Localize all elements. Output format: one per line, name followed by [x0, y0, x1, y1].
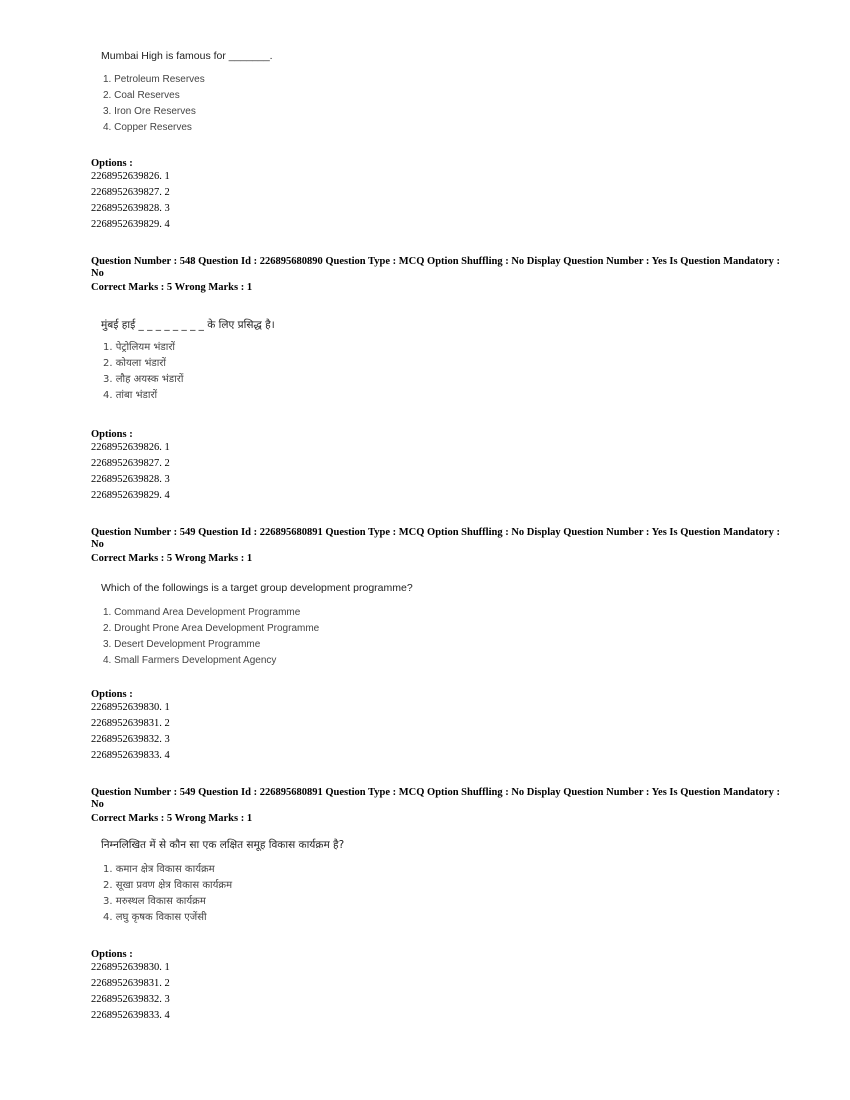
answer-choices [103, 340, 791, 404]
question-text: Mumbai High is famous for _______. [101, 50, 273, 62]
answer-choice: 2. कोयला भंडारों [103, 358, 166, 369]
answer-choice: 4. तांबा भंडारों [103, 390, 158, 401]
question-block-hindi-mumbai-high [91, 318, 791, 404]
option-id: 2268952639826. 1 [91, 171, 170, 182]
options-block [91, 949, 791, 1024]
options-block [91, 429, 791, 504]
options-list [91, 960, 791, 1024]
option-id: 2268952639826. 1 [91, 442, 170, 453]
option-id: 2268952639830. 1 [91, 962, 170, 973]
answer-choice: 1. Command Area Development Programme [103, 607, 301, 618]
answer-choice: 4. Small Farmers Development Agency [103, 655, 277, 666]
option-id: 2268952639828. 3 [91, 203, 170, 214]
answer-choice: 4. Copper Reserves [103, 122, 192, 133]
option-id: 2268952639827. 2 [91, 458, 170, 469]
answer-choice: 2. Coal Reserves [103, 90, 180, 101]
option-id: 2268952639828. 3 [91, 474, 170, 485]
options-heading: Options : [91, 949, 133, 960]
question-text: मुंबई हाई _ _ _ _ _ _ _ _ के लिए प्रसिद्ध है। [101, 319, 275, 331]
options-heading: Options : [91, 158, 133, 169]
options-block [91, 689, 791, 764]
question-header [91, 527, 791, 565]
question-block-hindi-target-group [91, 838, 791, 926]
answer-choice: 1. Petroleum Reserves [103, 74, 205, 85]
question-text: निम्नलिखित में से कौन सा एक लक्षित समूह विकास कार्यक्रम है? [101, 839, 345, 851]
question-block-english-mumbai-high [91, 50, 791, 136]
question-block-english-target-group [91, 582, 791, 669]
question-header [91, 256, 791, 294]
options-heading: Options : [91, 689, 133, 700]
question-marks: Correct Marks : 5 Wrong Marks : 1 [91, 553, 253, 564]
option-id: 2268952639831. 2 [91, 978, 170, 989]
question-header [91, 787, 791, 825]
answer-choice: 3. मरुस्थल विकास कार्यक्रम [103, 896, 206, 907]
options-list [91, 440, 791, 504]
option-id: 2268952639829. 4 [91, 490, 170, 501]
option-id: 2268952639833. 4 [91, 1010, 170, 1021]
question-meta: Question Number : 549 Question Id : 226895680891 Question Type : MCQ Option Shuffling : No Display Question Number : Yes Is Question Mandatory : No [91, 787, 780, 810]
answer-choice: 2. सूखा प्रवण क्षेत्र विकास कार्यक्रम [103, 880, 233, 891]
answer-choice: 1. कमान क्षेत्र विकास कार्यक्रम [103, 864, 215, 875]
option-id: 2268952639832. 3 [91, 994, 170, 1005]
answer-choice: 4. लघु कृषक विकास एजेंसी [103, 912, 207, 923]
answer-choices [103, 862, 791, 926]
question-marks: Correct Marks : 5 Wrong Marks : 1 [91, 813, 253, 824]
option-id: 2268952639830. 1 [91, 702, 170, 713]
answer-choice: 2. Drought Prone Area Development Programme [103, 623, 320, 634]
answer-choice: 1. पेट्रोलियम भंडारों [103, 342, 176, 353]
question-meta: Question Number : 549 Question Id : 226895680891 Question Type : MCQ Option Shuffling : No Display Question Number : Yes Is Question Mandatory : No [91, 527, 780, 550]
option-id: 2268952639831. 2 [91, 718, 170, 729]
option-id: 2268952639829. 4 [91, 219, 170, 230]
question-text: Which of the followings is a target group development programme? [101, 582, 413, 594]
options-list [91, 169, 791, 233]
option-id: 2268952639832. 3 [91, 734, 170, 745]
answer-choice: 3. Iron Ore Reserves [103, 106, 196, 117]
answer-choice: 3. लौह अयस्क भंडारों [103, 374, 184, 385]
options-list [91, 700, 791, 764]
answer-choice: 3. Desert Development Programme [103, 639, 261, 650]
option-id: 2268952639827. 2 [91, 187, 170, 198]
question-marks: Correct Marks : 5 Wrong Marks : 1 [91, 282, 253, 293]
option-id: 2268952639833. 4 [91, 750, 170, 761]
options-heading: Options : [91, 429, 133, 440]
answer-choices [103, 605, 791, 669]
question-meta: Question Number : 548 Question Id : 226895680890 Question Type : MCQ Option Shuffling : No Display Question Number : Yes Is Question Mandatory : No [91, 256, 780, 279]
options-block [91, 158, 791, 233]
answer-choices [103, 72, 791, 136]
